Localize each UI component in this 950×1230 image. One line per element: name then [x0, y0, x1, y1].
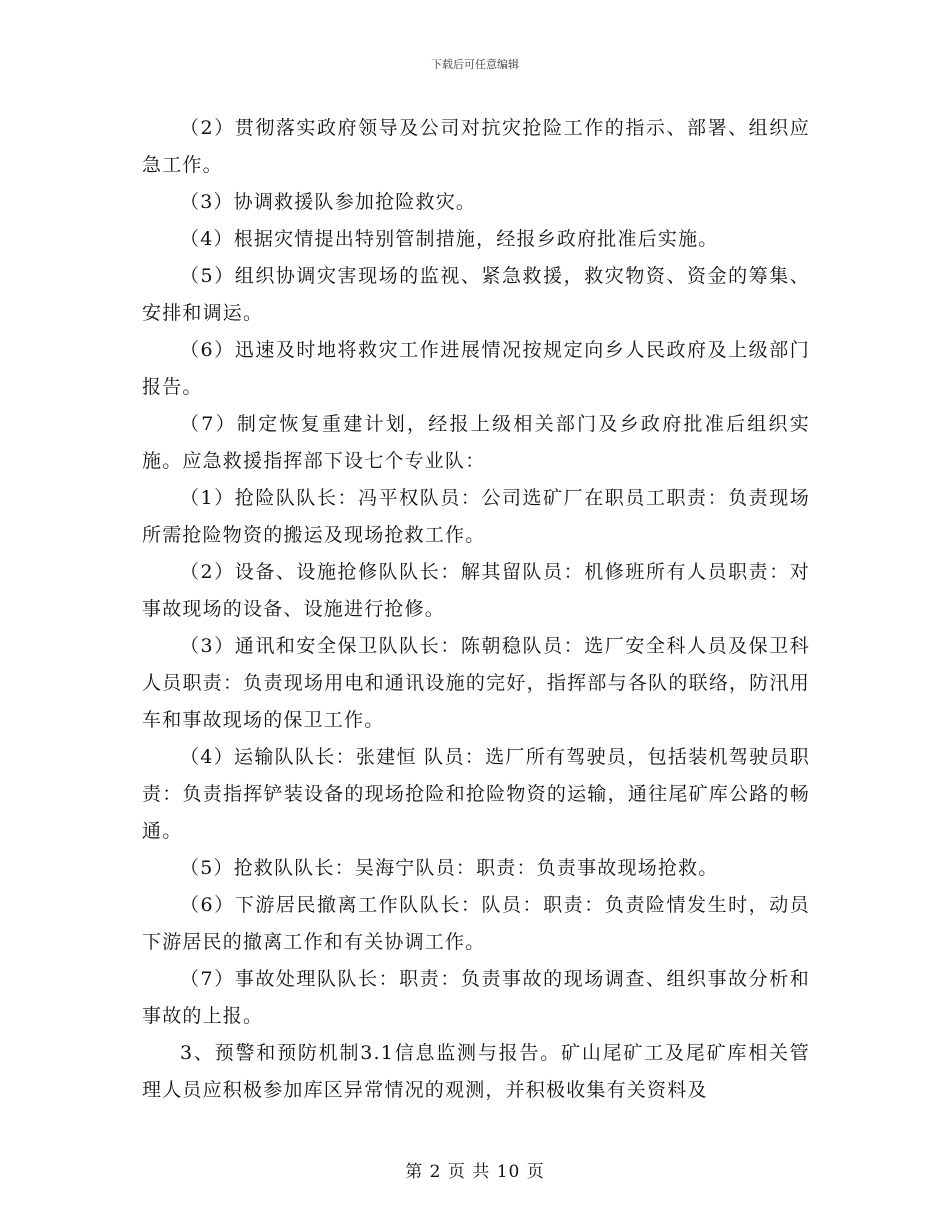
- paragraph-8: （2）设备、设施抢修队队长：解其留队员：机修班所有人员职责：对事故现场的设备、设施进行抢修。: [142, 561, 810, 620]
- paragraph-1: （2）贯彻落实政府领导及公司对抗灾抢险工作的指示、部署、组织应急工作。: [142, 117, 810, 176]
- page-header: 下载后可任意编辑: [431, 58, 519, 71]
- document-body: [142, 110, 810, 1109]
- paragraph-7: （1）抢险队队长：冯平权队员：公司选矿厂在职员工职责：负责现场所需抢险物资的搬运及现场抢救工作。: [142, 487, 810, 546]
- paragraph-13: （7）事故处理队队长：职责：负责事故的现场调查、组织事故分析和事故的上报。: [142, 968, 810, 1027]
- paragraph-3: （4）根据灾情提出特别管制措施，经报乡政府批准后实施。: [180, 228, 719, 250]
- paragraph-12: （6）下游居民撤离工作队队长：队员：职责：负责险情发生时，动员下游居民的撤离工作和有关协调工作。: [142, 894, 810, 953]
- paragraph-9: （3）通讯和安全保卫队队长：陈朝稳队员：选厂安全科人员及保卫科人员职责：负责现场用电和通讯设施的完好，指挥部与各队的联络，防汛用车和事故现场的保卫工作。: [142, 635, 810, 731]
- paragraph-5: （6）迅速及时地将救灾工作进展情况按规定向乡人民政府及上级部门报告。: [142, 339, 810, 398]
- paragraph-10: （4）运输队队长：张建恒 队员：选厂所有驾驶员，包括装机驾驶员职责：负责指挥铲装设备的现场抢险和抢险物资的运输，通往尾矿库公路的畅通。: [142, 746, 810, 842]
- page-footer: 第 2 页 共 10 页: [405, 1162, 545, 1182]
- paragraph-2: （3）协调救援队参加抢险救灾。: [180, 191, 477, 213]
- paragraph-14: 3、预警和预防机制3.1信息监测与报告。矿山尾矿工及尾矿库相关管理人员应积极参加库区异常情况的观测，并积极收集有关资料及: [142, 1042, 810, 1101]
- paragraph-6: （7）制定恢复重建计划，经报上级相关部门及乡政府批准后组织实施。应急救援指挥部下设七个专业队：: [142, 413, 810, 472]
- paragraph-4: （5）组织协调灾害现场的监视、紧急救援，救灾物资、资金的筹集、安排和调运。: [142, 265, 810, 324]
- paragraph-11: （5）抢救队队长：吴海宁队员：职责：负责事故现场抢救。: [180, 857, 719, 879]
